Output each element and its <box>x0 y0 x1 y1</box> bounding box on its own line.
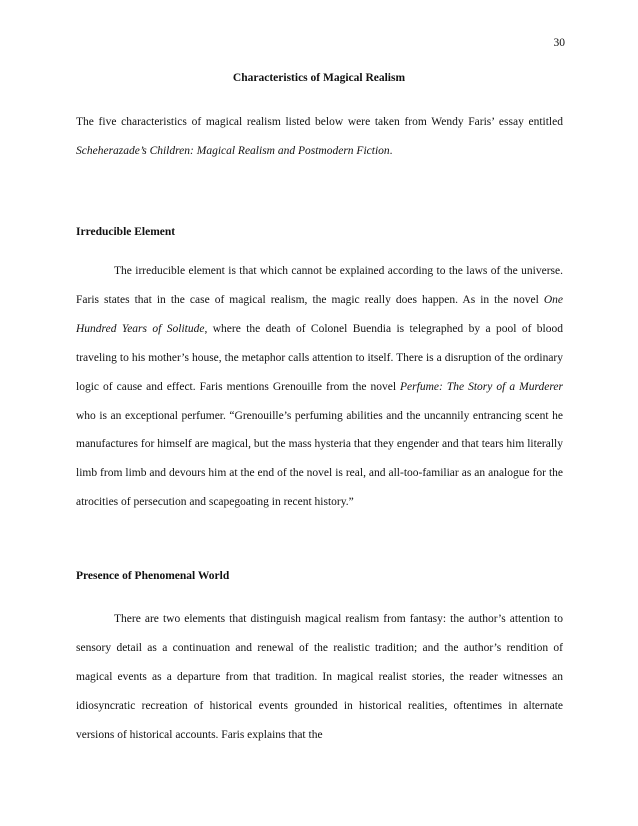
irreducible-element-paragraph <box>76 257 563 517</box>
intro-essay-title: Scheherazade’s Children: Magical Realism and Postmodern Fiction <box>76 144 390 157</box>
page-title: Characteristics of Magical Realism <box>232 72 406 84</box>
phenomenal-world-paragraph: There are two elements that distinguish magical realism from fantasy: the author’s attention to sensory detail as a continuation and renewal of the realistic tradition; and the author’s rendition of magical events as a departure from that tradition. In magical realist stories, the reader witnesses an idiosyncratic recreation of historical events grounded in historical realities, oftentimes in alternate versions of historical accounts. Faris explains that the <box>76 613 563 741</box>
novel-title-solitude: One Hundred Years of Solitude <box>76 293 563 335</box>
section-heading-phenomenal-world: Presence of Phenomenal World <box>76 570 230 582</box>
intro-text-end: . <box>389 144 393 157</box>
intro-text: The five characteristics of magical realism listed below were taken from Wendy Faris’ essay entitled <box>76 116 563 128</box>
intro-paragraph <box>76 108 563 166</box>
page-number: 30 <box>553 37 565 49</box>
section-heading-irreducible-element: Irreducible Element <box>76 226 176 238</box>
paragraph-text: who is an exceptional perfumer. “Grenouille’s perfuming abilities and the uncannily entrancing scent he manufactures for himself are magical, but the mass hysteria that they engender and that tears him literally limb from limb and devours him at the end of the novel is real, and all-too-familiar as an analogue for the atrocities of persecution and scapegoating in recent history.” <box>76 409 563 509</box>
novel-title-perfume: Perfume: The Story of a Murderer <box>400 380 563 393</box>
paragraph-text: The irreducible element is that which cannot be explained according to the laws of the universe. Faris states that in the case of magical realism, the magic really does happen. As in the novel <box>76 265 563 306</box>
paragraph-text: , where the death of Colonel Buendia is telegraphed by a pool of blood traveling to his mother’s house, the metaphor calls attention to itself. There is a disruption of the ordinary logic of cause and effect. Faris mentions Grenouille from the novel <box>76 322 563 393</box>
